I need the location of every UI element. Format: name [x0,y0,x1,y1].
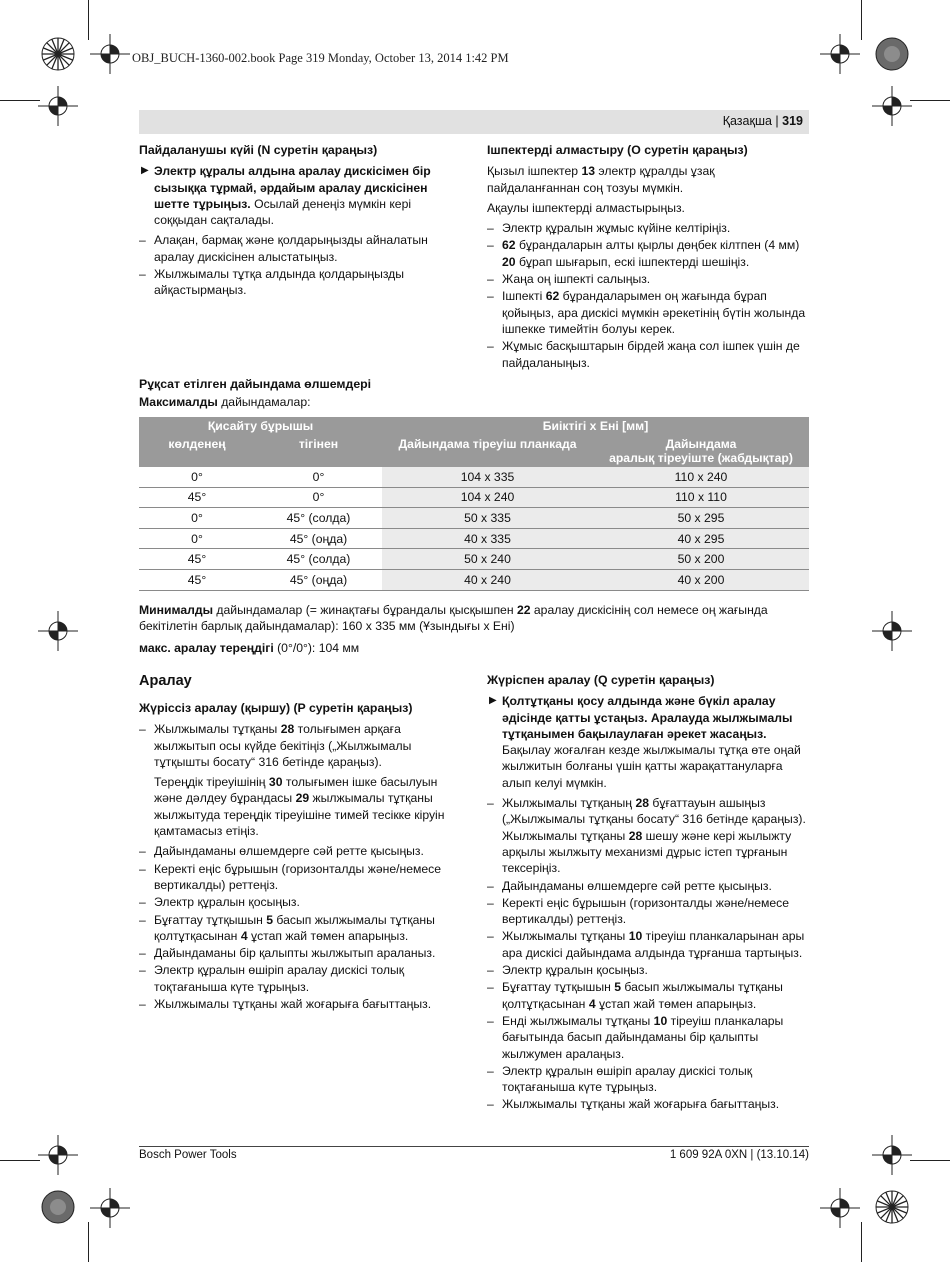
footer-doc-number: 1 609 92A 0XN | (13.10.14) [669,1149,809,1161]
table-row: 45° 45° (оңда) 40 x 240 40 x 200 [139,569,809,590]
list-item: – Жылжымалы тұтқаны жай жоғарыға бағыттаңыз. [487,1096,809,1112]
gray-dial-mark-icon [41,1190,75,1224]
list-item: – Жылжымалы тұтқаның 28 бұғаттауын ашыңыз („Жылжымалы тұтқаны босату“ 316 бетінде қараңыз). Жылжымалы тұтқаны 28 шешу және кері жылыжту арқылы жылжыту механизмі дұрыс істеп тұрғанын тексеріңіз. [487,795,809,876]
table-header-spacer: Дайындама аралық тіреуіште (жабдықтар) [593,435,809,467]
list-item: – Жылжымалы тұтқаны 28 толығымен арқаға жылжытып осы күйде бекітіңіз („Жылжымалы тұтқышты босату“ 316 бетінде қараңыз). [139,721,461,770]
list-item: – Керекті еңіс бұрышын (горизонталды және/немесе вертикалды) реттеңіз. [139,861,461,894]
table-header-vertical: тігінен [255,435,382,467]
registration-target-icon [872,611,912,651]
warning-item: ▶ Электр құралы алдына аралау дискісімен бір сызыққа тұрмай, әрдайым аралау дискісінен шетте тұрыңыз. Осылай денеңіз мүмкін кері соққыдан сақталады. [139,163,461,228]
page-number: 319 [782,114,803,128]
list-item: – Жұмыс басқыштарын бірдей жаңа сол ішпек үшін де пайдаланыңыз. [487,338,809,371]
registration-target-icon [90,1188,130,1228]
table-header-angle: Қисайту бұрышы [139,417,382,435]
file-header: OBJ_BUCH-1360-002.book Page 319 Monday, October 13, 2014 1:42 PM [132,51,509,65]
max-cut-depth-text: макс. аралау тереңдігі (0°/0°): 104 мм [139,640,360,655]
cutting-with-pull-heading: Жүріспен аралау (Q суретін қараңыз) [487,673,715,687]
starburst-mark-icon [41,37,75,71]
paragraph: Қызыл ішпектер 13 электр құралды ұзақ пайдаланғаннан соң тозуы мүмкін. [487,164,715,195]
list-item: – Дайындаманы өлшемдерге сәй ретте қысыңыз. [487,878,809,894]
list-item: – Керекті еңіс бұрышын (горизонталды және/немесе вертикалды) реттеңіз. [487,895,809,928]
list-item: – Алақан, бармақ және қолдарыңызды айналатын аралау дискісінен алыстатыңыз. [139,232,461,265]
list-item: – Дайындаманы бір қалыпты жылжытып араланыз. [139,945,461,961]
warning-item: ▶ Қолтұтқаны қосу алдында және бүкіл аралау әдісінде қатты ұстаңыз. Аралауда жылжымалы тұтқанымен бақылаулаған әрекет жасаңыз. Бақылау жоғалған кезде жылжымалы тұтқа өте оңай жылжитын болғаны үшін қатты жарақаттануларға алып келуі мүмкін. [487,693,809,791]
paragraph: Ақаулы ішпектерді алмастырыңыз. [487,200,685,215]
registration-target-icon [38,86,78,126]
list-item: – Электр құралын қосыңыз. [487,962,809,978]
table-row: 45° 0° 104 x 240 110 x 110 [139,487,809,508]
registration-target-icon [38,1135,78,1175]
operator-position-section [139,142,461,303]
registration-target-icon [872,86,912,126]
list-item: – 62 бұрандаларын алты қырлы дөңбек кілтпен (4 мм) 20 бұрап шығарып, ескі ішпектерді шешіңіз. [487,237,809,270]
replace-inserts-heading: Ішпектерді алмастыру (O суретін қараңыз) [487,143,748,157]
cutting-without-pull-section [139,700,461,1016]
list-item: – Жылжымалы тұтқа алдында қолдарыңызды айқастырмаңыз. [139,266,461,299]
cutting-without-pull-heading: Жүріссіз аралау (қыршу) (P суретін қараңыз) [139,701,413,715]
registration-target-icon [820,1188,860,1228]
list-item: – Ішпекті 62 бұрандаларымен оң жағында бұрап қойыңыз, ара дискісі мүмкін әрекетінің бүтін жолында ішпекке тимейтін болуы керек. [487,288,809,337]
table-row: 0° 45° (солда) 50 x 335 50 x 295 [139,508,809,529]
table-row: 0° 0° 104 x 335 110 x 240 [139,467,809,487]
table-header-horizontal: көлденең [139,435,255,467]
list-continuation: Тереңдік тіреуішінің 30 толығымен ішке басылуын және дәлдеу бұрандасы 29 жылжымалы тұтқаны жылжытуда тереңдік тіреуішіне тимей тесікке кіруін қамтамасыз етіңіз. [154,775,445,839]
replace-inserts-section [487,142,809,375]
workpiece-dimensions-table [139,417,809,591]
registration-target-icon [38,611,78,651]
list-item: – Электр құралын жұмыс күйіне келтіріңіз. [487,220,809,236]
list-item: – Енді жылжымалы тұтқаны 10 тіреуіш планкалары бағытында басып дайындаманы бір қалыпты жылжумен аралаңыз. [487,1013,809,1062]
starburst-mark-icon [875,1190,909,1224]
running-header: Қазақша | 319 [139,110,809,134]
list-item: – Дайындаманы өлшемдерге сәй ретте қысыңыз. [139,843,461,859]
gray-dial-mark-icon [875,37,909,71]
workpiece-dimensions-heading: Рұқсат етілген дайындама өлшемдері [139,377,372,391]
registration-target-icon [90,34,130,74]
max-workpieces-label: Максималды дайындамалар: [139,395,311,410]
table-header-fence: Дайындама тіреуіш планкада [382,435,593,467]
list-item: – Электр құралын өшіріп аралау дискісі толық тоқтағаныша күте тұрыңыз. [139,962,461,995]
min-workpieces-text: Минималды дайындамалар (= жинақтағы бұрандалы қысқышпен 22 аралау дискісінің сол немесе оң жағында бекітілетін барлық дайындамалар): 160 x 335 мм (Ұзындығы x Ені) [139,603,768,634]
list-item: – Жылжымалы тұтқаны 10 тіреуіш планкаларынан ары ара дискісі дайындама алдында тұрғанша тартыңыз. [487,928,809,961]
registration-target-icon [872,1135,912,1175]
table-row: 0° 45° (оңда) 40 x 335 40 x 295 [139,528,809,549]
list-item: – Жаңа оң ішпекті салыңыз. [487,271,809,287]
list-item: – Электр құралын қосыңыз. [139,894,461,910]
min-workpieces-section [139,602,811,660]
list-item: – Бұғаттау тұтқышын 5 басып жылжымалы тұтқаны қолтұтқасынан 4 ұстап жай төмен апарыңыз. [487,979,809,1012]
table-row: 45° 45° (солда) 50 x 240 50 x 200 [139,549,809,570]
table-header-size: Биіктігі x Ені [мм] [382,417,809,435]
list-item: – Бұғаттау тұтқышын 5 басып жылжымалы тұтқаны қолтұтқасынан 4 ұстап жай төмен апарыңыз. [139,912,461,945]
footer-divider [139,1146,809,1147]
cutting-section-title: Аралау [139,673,192,689]
workpiece-dimensions-section [139,376,809,415]
footer-brand: Bosch Power Tools [139,1149,237,1161]
registration-target-icon [820,34,860,74]
operator-position-heading: Пайдаланушы күйі (N суретін қараңыз) [139,143,378,157]
list-item: – Электр құралын өшіріп аралау дискісі толық тоқтағаныша күте тұрыңыз. [487,1063,809,1096]
cutting-with-pull-section [487,672,809,1117]
list-item: – Жылжымалы тұтқаны жай жоғарыға бағыттаңыз. [139,996,461,1012]
language-label: Қазақша [722,114,772,128]
